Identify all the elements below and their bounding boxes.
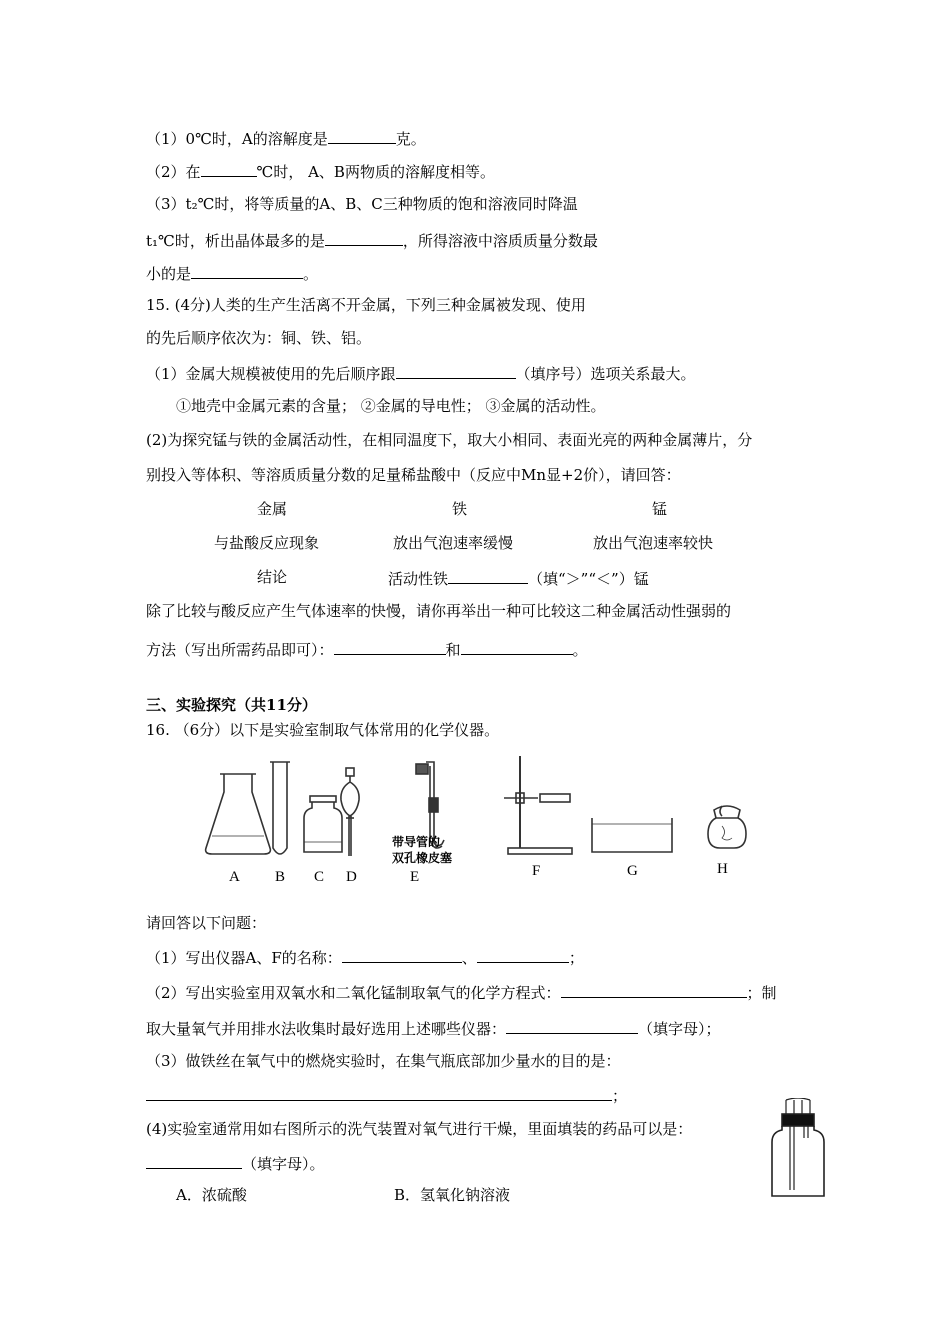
- table-header-iron: 铁: [452, 500, 468, 518]
- test-tube-icon: [270, 762, 290, 854]
- q16-part2-suffix: ；制: [746, 984, 777, 1002]
- q15-part1-prefix: （1）金属大规模被使用的先后顺序跟: [146, 365, 396, 383]
- q16-part2-blank-a[interactable]: [561, 981, 747, 998]
- conclusion-blank[interactable]: [448, 567, 528, 584]
- q16-part1: [146, 946, 584, 968]
- q15-extra-blank-b[interactable]: [461, 638, 573, 655]
- q16-part1-prefix: （1）写出仪器A、F的名称：: [146, 949, 342, 967]
- stopper-caption-1: 带导管的: [392, 835, 441, 849]
- q15-stem-line2: 的先后顺序依次为：铜、铁、铝。: [146, 329, 372, 347]
- q14-part3-line2: [146, 229, 598, 251]
- q14-part2-suffix: ℃时， A、B两物质的溶解度相等。: [256, 163, 495, 181]
- q15-stem-line1: 15. (4分)人类的生产生活离不开金属，下列三种金属被发现、使用: [146, 296, 586, 314]
- q14-part1: [146, 127, 426, 149]
- label-F: F: [532, 863, 541, 879]
- q14-part3-blank-b[interactable]: [191, 262, 303, 279]
- q16-part3-line1: （3）做铁丝在氧气中的燃烧实验时，在集气瓶底部加少量水的目的是：: [146, 1052, 621, 1070]
- q14-part3-line1: （3）t₂℃时，将等质量的A、B、C三种物质的饱和溶液同时降温: [146, 195, 578, 213]
- q14-part3-line3: [146, 262, 318, 284]
- q14-part2-prefix: （2）在: [146, 163, 201, 181]
- q16-part3-blank[interactable]: [146, 1084, 612, 1101]
- q16-intro: 请回答以下问题：: [146, 914, 267, 932]
- q16-part4-line2: [146, 1152, 325, 1174]
- label-A: A: [229, 869, 240, 885]
- q15-extra-suffix: 。: [572, 641, 588, 659]
- q16-part1-suffix: ；: [568, 949, 584, 967]
- label-C: C: [314, 869, 325, 885]
- q16-part1-sep: 、: [461, 949, 477, 967]
- q14-part3-prefix: t₁℃时，析出晶体最多的是: [146, 232, 325, 250]
- alcohol-lamp-icon: [708, 806, 746, 848]
- conical-flask-icon: [206, 774, 271, 854]
- q15-part1: [146, 362, 696, 384]
- q16-part1-blank-a[interactable]: [342, 946, 462, 963]
- label-G: G: [627, 863, 638, 879]
- separatory-funnel-icon: [341, 768, 359, 856]
- stopper-caption-2: 双孔橡皮塞: [392, 851, 453, 865]
- q15-options: ①地壳中金属元素的含量； ②金属的导电性； ③金属的活动性。: [176, 397, 606, 415]
- q15-extra-line1: 除了比较与酸反应产生气体速率的快慢，请你再举出一种可比较这二种金属活动性强弱的: [146, 602, 732, 620]
- q15-extra-prefix: 方法（写出所需药品即可）：: [146, 641, 334, 659]
- table-header-manganese: 锰: [652, 500, 668, 518]
- table-row-reaction-label: 与盐酸反应现象: [214, 534, 320, 552]
- q16-part2-suffix2: （填字母）；: [638, 1020, 721, 1038]
- q14-part1-blank[interactable]: [328, 127, 396, 144]
- q15-part1-suffix: （填序号）选项关系最大。: [515, 365, 696, 383]
- label-H: H: [717, 861, 728, 877]
- q16-part2-line2: [146, 1017, 721, 1039]
- q14-part1-prefix: （1）0℃时，A的溶解度是: [146, 130, 328, 148]
- q14-part2: [146, 160, 495, 182]
- q16-stem: 16. （6分）以下是实验室制取气体常用的化学仪器。: [146, 721, 500, 739]
- q15-extra-blank-a[interactable]: [334, 638, 446, 655]
- q14-part3-blank-a[interactable]: [325, 229, 403, 246]
- table-row-reaction-iron: 放出气泡速率缓慢: [393, 534, 514, 552]
- q16-part2-prefix2: 取大量氧气并用排水法收集时最好选用上述哪些仪器：: [146, 1020, 507, 1038]
- q16-option-b[interactable]: B．氢氧化钠溶液: [394, 1186, 511, 1204]
- q16-part2-blank-b[interactable]: [506, 1017, 638, 1034]
- q14-part3-prefix2: 小的是: [146, 265, 192, 283]
- water-trough-icon: [592, 818, 672, 852]
- lab-instruments-figure: [200, 752, 760, 887]
- q16-part4-suffix: （填字母）。: [242, 1155, 325, 1173]
- q16-part2-prefix: （2）写出实验室用双氧水和二氧化锰制取氧气的化学方程式：: [146, 984, 561, 1002]
- q15-extra-line2: [146, 638, 588, 660]
- q14-part1-suffix: 克。: [395, 130, 426, 148]
- q16-part2-line1: [146, 981, 777, 1003]
- label-D: D: [346, 869, 357, 885]
- conclusion-suffix: （填“＞”“＜”）锰: [528, 570, 649, 588]
- q15-part1-blank[interactable]: [396, 362, 516, 379]
- table-row-conclusion-value: [388, 567, 649, 589]
- section3-title: 三、实验探究（共11分）: [146, 696, 317, 714]
- q16-part1-blank-b[interactable]: [477, 946, 569, 963]
- table-row-reaction-manganese: 放出气泡速率较快: [593, 534, 714, 552]
- q15-extra-and: 和: [445, 641, 461, 659]
- q16-option-a[interactable]: A．浓硫酸: [176, 1186, 247, 1204]
- q14-part3-suffix: 。: [303, 265, 319, 283]
- q14-part3-middle: ，所得溶液中溶质质量分数最: [402, 232, 598, 250]
- table-header-metal: 金属: [257, 500, 288, 518]
- gas-washing-bottle-figure: [768, 1098, 828, 1200]
- q16-part4-line1: (4)实验室通常用如右图所示的洗气装置对氧气进行干燥，里面填装的药品可以是：: [146, 1120, 693, 1138]
- label-B: B: [275, 869, 286, 885]
- table-row-conclusion-label: 结论: [257, 568, 288, 586]
- q14-part2-blank[interactable]: [201, 160, 257, 177]
- q15-part2-line1: (2)为探究锰与铁的金属活动性，在相同温度下，取大小相同、表面光亮的两种金属薄片，分: [146, 431, 753, 449]
- q15-part2-line2: 别投入等体积、等溶质质量分数的足量稀盐酸中（反应中Mn显+2价），请回答：: [146, 466, 681, 484]
- conclusion-prefix: 活动性铁: [388, 570, 449, 588]
- iron-stand-icon: [504, 756, 572, 854]
- wide-mouth-bottle-icon: [304, 796, 342, 852]
- q16-part4-blank[interactable]: [146, 1152, 242, 1169]
- label-E: E: [410, 869, 420, 885]
- q16-part3-suffix: ；: [612, 1087, 628, 1105]
- q16-part3-line2: [146, 1084, 627, 1106]
